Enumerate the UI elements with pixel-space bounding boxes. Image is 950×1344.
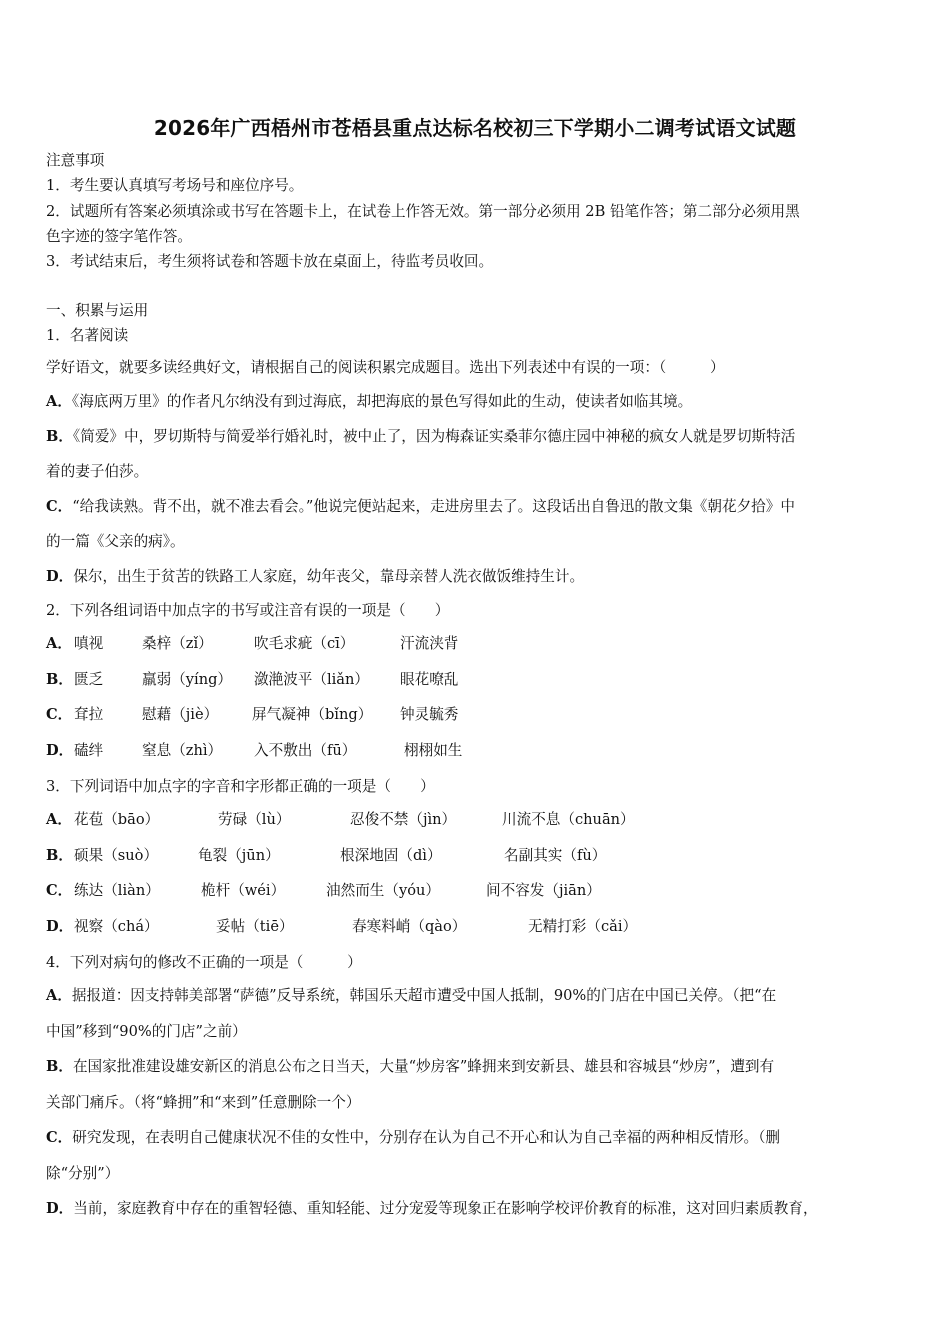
- option-cell: 练达（liàn）: [74, 882, 160, 899]
- question-1-option-d: [46, 567, 584, 587]
- option-label: B．: [46, 428, 73, 445]
- option-label: A．: [46, 635, 72, 652]
- option-cell: 汗流浃背: [400, 635, 459, 652]
- option-cell: 栩栩如生: [404, 742, 463, 759]
- option-label: C．: [46, 882, 73, 899]
- question-3-option-d: [46, 917, 906, 939]
- option-cell: 入不敷出（fū）: [254, 742, 357, 759]
- question-3-option-a: [46, 810, 906, 832]
- option-cell: 间不容发（jiān）: [486, 882, 601, 899]
- question-4-stem: 4．下列对病句的修改不正确的一项是（ ）: [46, 954, 362, 971]
- question-4-option-b: [46, 1057, 774, 1077]
- option-label: A．: [46, 987, 72, 1004]
- question-4-option-b-cont: 关部门痛斥。（将“蜂拥”和“来到”任意删除一个）: [46, 1094, 361, 1111]
- option-cell: 嗔视: [74, 635, 104, 652]
- option-text: 《简爱》中，罗切斯特与简爱举行婚礼时，被中止了，因为梅森证实桑菲尔德庄园中神秘的疯女人就是罗切斯特活: [72, 428, 796, 445]
- option-cell: 名副其实（fù）: [504, 847, 607, 864]
- option-label: C．: [46, 706, 73, 723]
- option-cell: 羸弱（yíng）: [142, 671, 233, 688]
- option-cell: 吹毛求疵（cī）: [254, 635, 355, 652]
- question-4-option-c-cont: 除“分别”）: [46, 1165, 120, 1182]
- question-2-option-b: [46, 670, 906, 692]
- option-label: D．: [46, 742, 74, 759]
- question-3-option-c: [46, 881, 906, 903]
- option-cell: 妥帖（tiē）: [216, 918, 294, 935]
- option-cell: 视察（chá）: [74, 918, 159, 935]
- option-label: B．: [46, 847, 73, 864]
- question-1-option-b: [46, 427, 795, 447]
- option-text: 《海底两万里》的作者凡尔纳没有到过海底，却把海底的景色写得如此的生动，使读者如临其境。: [71, 393, 693, 410]
- option-label: A．: [46, 811, 72, 828]
- option-label: B．: [46, 671, 73, 688]
- option-cell: 春寒料峭（qào）: [352, 918, 467, 935]
- option-cell: 潋滟波平（liǎn）: [254, 671, 369, 688]
- option-label: C．: [46, 1129, 73, 1146]
- option-cell: 龟裂（jūn）: [198, 847, 280, 864]
- option-cell: 屏气凝神（bǐng）: [252, 706, 373, 723]
- option-cell: 耷拉: [74, 706, 104, 723]
- option-cell: 眼花嘹乱: [400, 671, 459, 688]
- option-cell: 无精打彩（cǎi）: [528, 918, 638, 935]
- option-label: A．: [46, 393, 72, 410]
- option-label: D．: [46, 1200, 74, 1217]
- question-4-option-a: [46, 986, 776, 1006]
- notice-item: 1．考生要认真填写考场号和座位序号。: [46, 177, 304, 194]
- question-3-stem: 3．下列词语中加点字的字音和字形都正确的一项是（ ）: [46, 778, 435, 795]
- section-heading: 一、积累与运用: [46, 302, 149, 319]
- page-title: 2026年广西梧州市苍梧县重点达标名校初三下学期小二调考试语文试题: [153, 116, 797, 140]
- option-cell: 硕果（suò）: [74, 847, 159, 864]
- question-3-option-b: [46, 846, 906, 868]
- option-cell: 忍俊不禁（jìn）: [350, 811, 457, 828]
- question-1-option-c: [46, 497, 795, 517]
- option-cell: 油然而生（yóu）: [326, 882, 440, 899]
- notice-item: 3．考试结束后，考生须将试卷和答题卡放在桌面上，待监考员收回。: [46, 253, 494, 270]
- question-2-option-c: [46, 705, 906, 727]
- question-1-number: 1．名著阅读: [46, 327, 129, 344]
- option-cell: 桅杆（wéi）: [201, 882, 286, 899]
- option-cell: 劳碌（lù）: [218, 811, 291, 828]
- notice-item: 2．试题所有答案必须填涂或书写在答题卡上，在试卷上作答无效。第一部分必须用 2B 铅笔作答；第二部分必须用黑: [46, 203, 800, 220]
- option-cell: 花苞（bāo）: [74, 811, 160, 828]
- option-cell: 桑梓（zǐ）: [142, 635, 213, 652]
- question-1-option-c-cont: 的一篇《父亲的病》。: [46, 533, 185, 550]
- option-text: 研究发现，在表明自己健康状况不佳的女性中，分别存在认为自己不开心和认为自己幸福的两种相反情形。（删: [72, 1129, 781, 1146]
- option-label: C．: [46, 498, 73, 515]
- option-cell: 慰藉（jiè）: [142, 706, 219, 723]
- option-label: D．: [46, 918, 74, 935]
- option-cell: 窒息（zhì）: [142, 742, 223, 759]
- option-cell: 根深地固（dì）: [340, 847, 442, 864]
- option-text: 保尔，出生于贫苦的铁路工人家庭，幼年丧父，靠母亲替人洗衣做饭维持生计。: [73, 568, 585, 585]
- question-1-option-a: [46, 392, 692, 412]
- option-label: D．: [46, 568, 74, 585]
- option-cell: 匮乏: [74, 671, 104, 688]
- option-label: B．: [46, 1058, 73, 1075]
- question-2-stem: 2．下列各组词语中加点字的书写或注音有误的一项是（ ）: [46, 602, 450, 619]
- option-text: 据报道：因支持韩美部署“萨德”反导系统，韩国乐天超市遭受中国人抵制，90%的门店在中国已关停。（把“在: [71, 987, 777, 1004]
- option-text: 当前，家庭教育中存在的重智轻德、重知轻能、过分宠爱等现象正在影响学校评价教育的标准，这对回归素质教育，: [73, 1200, 818, 1217]
- option-cell: 川流不息（chuān）: [502, 811, 635, 828]
- option-text: 在国家批准建设雄安新区的消息公布之日当天，大量“炒房客”蜂拥来到安新县、雄县和容城县“炒房”，遭到有: [72, 1058, 775, 1075]
- option-cell: 磕绊: [74, 742, 104, 759]
- option-cell: 钟灵毓秀: [400, 706, 459, 723]
- question-1-option-b-cont: 着的妻子伯莎。: [46, 463, 149, 480]
- question-4-option-a-cont: 中国”移到“90%的门店”之前）: [46, 1023, 247, 1040]
- question-2-option-d: [46, 741, 906, 763]
- question-2-option-a: [46, 634, 906, 656]
- question-4-option-d: [46, 1199, 818, 1219]
- question-4-option-c: [46, 1128, 780, 1148]
- notice-item: 色字迹的签字笔作答。: [46, 228, 192, 245]
- option-text: “给我读熟。背不出，就不准去看会。”他说完便站起来，走进房里去了。这段话出自鲁迅的散文集《朝花夕拾》中: [72, 498, 795, 515]
- question-1-stem: 学好语文，就要多读经典好文，请根据自己的阅读积累完成题目。选出下列表述中有误的一项：（ ）: [46, 359, 725, 376]
- notice-heading: 注意事项: [46, 152, 105, 169]
